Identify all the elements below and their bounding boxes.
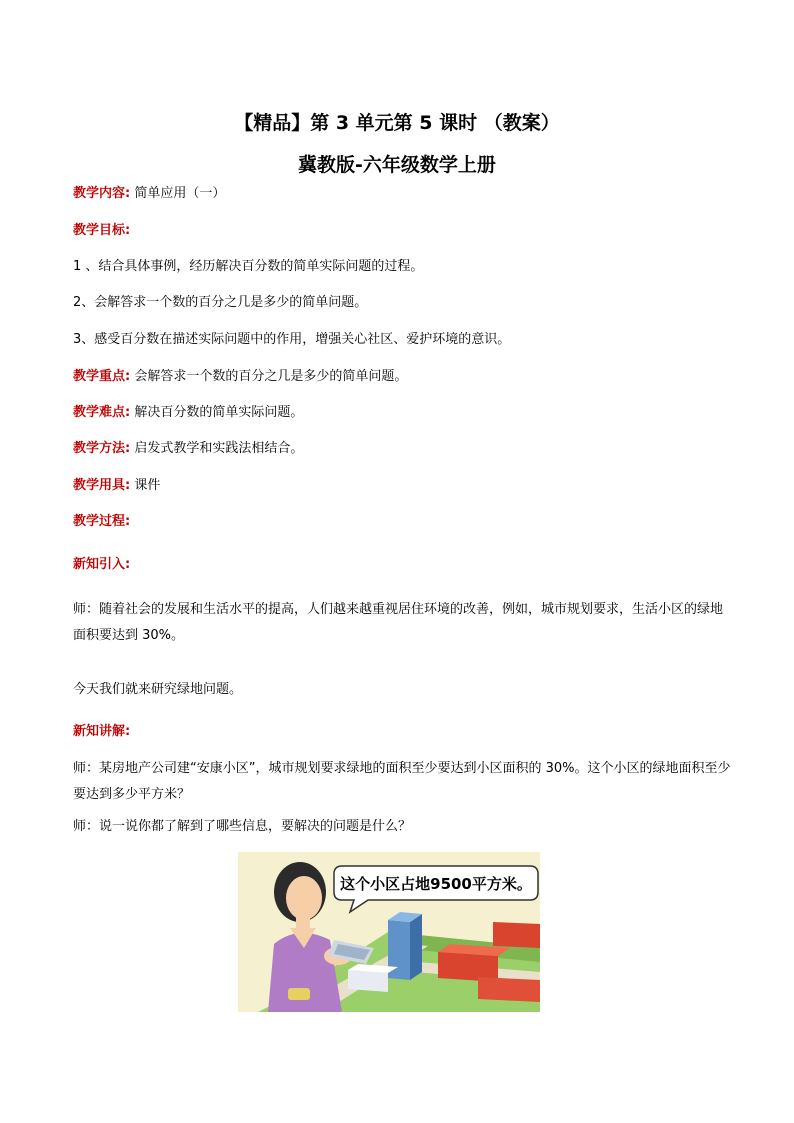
key-line <box>73 367 733 387</box>
goal-item-3: 3、感受百分数在描述实际问题中的作用，增强关心社区、爱护环境的意识。 <box>73 332 511 347</box>
method-text: 启发式教学和实践法相结合。 <box>134 441 304 456</box>
explain-paragraph: 师：某房地产公司建“安康小区”，城市规划要求绿地的面积至少要达到小区面积的 30%。这个小区的绿地面积至少要达到多少平方米？ <box>73 761 731 802</box>
tools-line <box>73 476 733 496</box>
content-text: 简单应用（一） <box>134 186 226 201</box>
method-line <box>73 439 733 459</box>
document-subtitle: 冀教版-六年级数学上册 <box>298 154 496 176</box>
tools-label: 教学用具: <box>73 478 131 493</box>
content-line <box>73 184 733 204</box>
tools-text: 课件 <box>134 478 161 493</box>
content-label: 教学内容: <box>73 186 131 201</box>
method-label: 教学方法: <box>73 441 131 456</box>
intro-paragraph-2: 今天我们就来研究绿地问题。 <box>73 682 243 697</box>
process-label: 教学过程: <box>73 514 131 529</box>
difficulty-label: 教学难点: <box>73 405 131 420</box>
illustration-svg <box>238 852 540 1012</box>
intro-label: 新知引入: <box>73 557 131 572</box>
difficulty-line <box>73 403 733 423</box>
speech-bubble-text: 这个小区占地9500平方米。 <box>340 875 532 893</box>
goal-item-2: 2、会解答求一个数的百分之几是多少的简单问题。 <box>73 295 368 310</box>
explain-paragraph-2: 师：说一说你都了解到了哪些信息，要解决的问题是什么？ <box>73 819 412 834</box>
difficulty-text: 解决百分数的简单实际问题。 <box>134 405 304 420</box>
goal-item-1: 1 、结合具体事例，经历解决百分数的简单实际问题的过程。 <box>73 259 424 274</box>
explain-label: 新知讲解: <box>73 724 131 739</box>
intro-paragraph: 师：随着社会的发展和生活水平的提高，人们越来越重视居住环境的改善，例如，城市规划要求，生活小区的绿地面积要达到 30%。 <box>73 602 724 643</box>
key-label: 教学重点: <box>73 369 131 384</box>
key-text: 会解答求一个数的百分之几是多少的简单问题。 <box>134 369 408 384</box>
goals-label: 教学目标: <box>73 223 131 238</box>
document-title: 【精品】第 3 单元第 5 课时 （教案） <box>234 112 560 134</box>
textbook-illustration <box>238 852 540 1012</box>
